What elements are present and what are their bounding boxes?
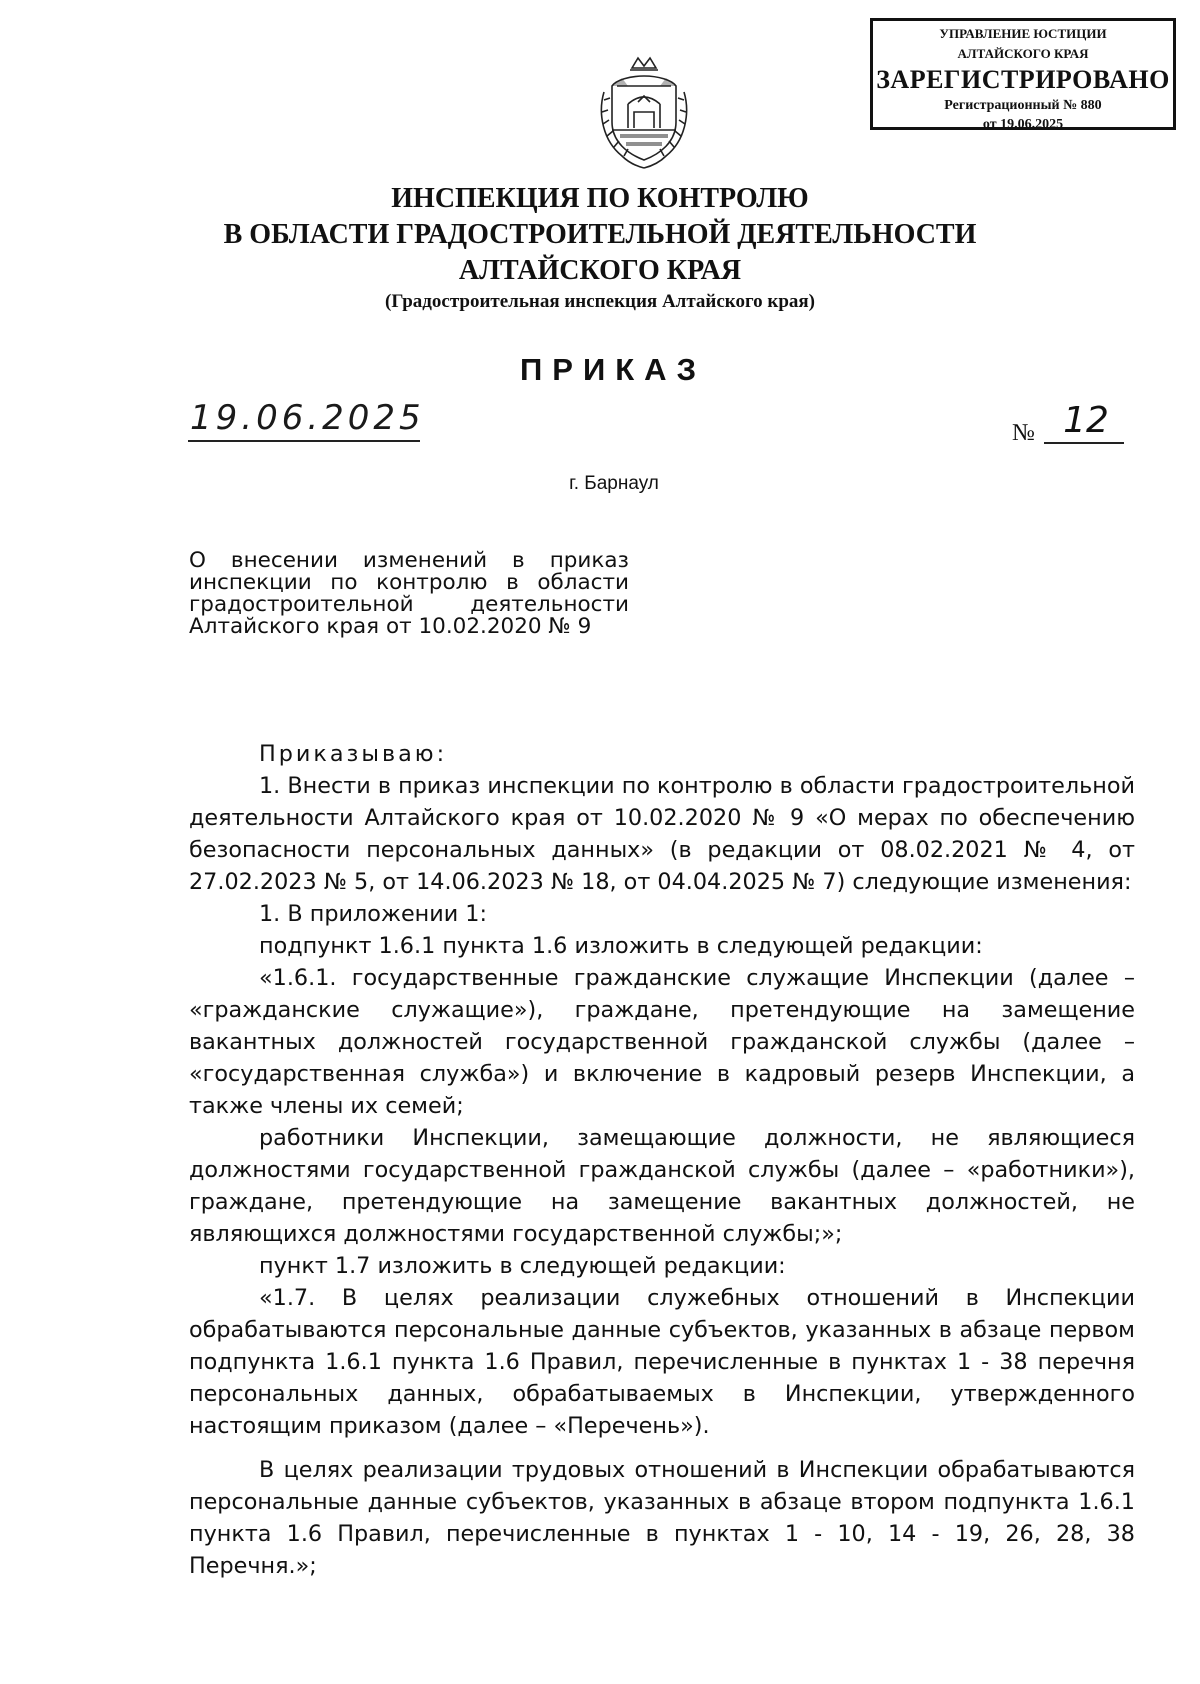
number-underline <box>1044 442 1124 444</box>
body-paragraph: «1.7. В целях реализации служебных отношений в Инспекции обрабатываются персональные данные субъектов, указанных в абзаце первом подпункта 1.6.1 пункта 1.6 Правил, перечисленные в пунктах 1 - 38 перечня персональных данных, обрабатываемых в Инспекции, утвержденного настоящим приказом (далее – «Перечень»). <box>189 1285 1135 1439</box>
body-paragraph: 1. Внести в приказ инспекции по контролю в области градостроительной деятельности Алтайского края от 10.02.2020 № 9 «О мерах по обеспечению безопасности персональных данных» (в редакции от 08.02.2021 № 4, от 27.02.2023 № 5, от 14.06.2023 № 18, от 04.04.2025 № 7) следующие изменения: <box>189 773 1135 895</box>
document-city: г. Барнаул <box>569 473 659 494</box>
body-paragraph: подпункт 1.6.1 пункта 1.6 изложить в следующей редакции: <box>259 933 983 959</box>
altai-krai-coat-of-arms-icon <box>598 56 690 174</box>
body-paragraph: «1.6.1. государственные гражданские служащие Инспекции (далее – «гражданские служащие»), граждане, претендующие на замещение вакантных должностей государственной гражданской службы (далее – «государственная служба») и включение в кадровый резерв Инспекции, а также члены их семей; <box>189 965 1135 1119</box>
document-subject: О внесении изменений в приказ инспекции по контролю в области градостроительной деятельности Алтайского края от 10.02.2020 № 9 <box>189 548 629 639</box>
stamp-authority-line1: УПРАВЛЕНИЕ ЮСТИЦИИ <box>939 26 1107 41</box>
body-paragraph: работники Инспекции, замещающие должности, не являющиеся должностями государственной гражданской службы (далее – «работники»), граждане, претендующие на замещение вакантных должностей, не являющихся должностями государственной службы;»; <box>189 1125 1135 1247</box>
body-paragraph: В целях реализации трудовых отношений в Инспекции обрабатываются персональные данные субъектов, указанных в абзаце втором подпункта 1.6.1 пункта 1.6 Правил, перечисленные в пунктах 1 - 10, 14 - 19, 26, 28, 38 Перечня.»; <box>189 1457 1135 1579</box>
organization-short-name: (Градостроительная инспекция Алтайского края) <box>385 291 815 312</box>
registration-stamp <box>870 18 1176 130</box>
organization-name-line2: В ОБЛАСТИ ГРАДОСТРОИТЕЛЬНОЙ ДЕЯТЕЛЬНОСТИ <box>223 219 977 250</box>
stamp-registration-number: Регистрационный № 880 <box>944 98 1102 113</box>
organization-name <box>0 181 1200 289</box>
document-type-title: ПРИКАЗ <box>520 352 706 387</box>
body-paragraph: пункт 1.7 изложить в следующей редакции: <box>259 1253 786 1279</box>
stamp-date: от 19.06.2025 <box>982 117 1064 132</box>
date-underline <box>188 440 420 442</box>
stamp-authority-line2: АЛТАЙСКОГО КРАЯ <box>957 46 1089 61</box>
document-number-handwritten: 12 <box>1063 400 1109 441</box>
organization-name-line1: ИНСПЕКЦИЯ ПО КОНТРОЛЮ <box>391 183 809 214</box>
document-body <box>189 738 1135 1582</box>
organization-name-line3: АЛТАЙСКОГО КРАЯ <box>458 255 742 286</box>
stamp-title: ЗАРЕГИСТРИРОВАНО <box>876 65 1170 94</box>
document-number-label: № <box>1012 420 1035 446</box>
body-paragraph-order: Приказываю: <box>259 741 448 767</box>
body-paragraph: 1. В приложении 1: <box>259 901 488 927</box>
document-date-handwritten: 19.06.2025 <box>190 398 425 438</box>
